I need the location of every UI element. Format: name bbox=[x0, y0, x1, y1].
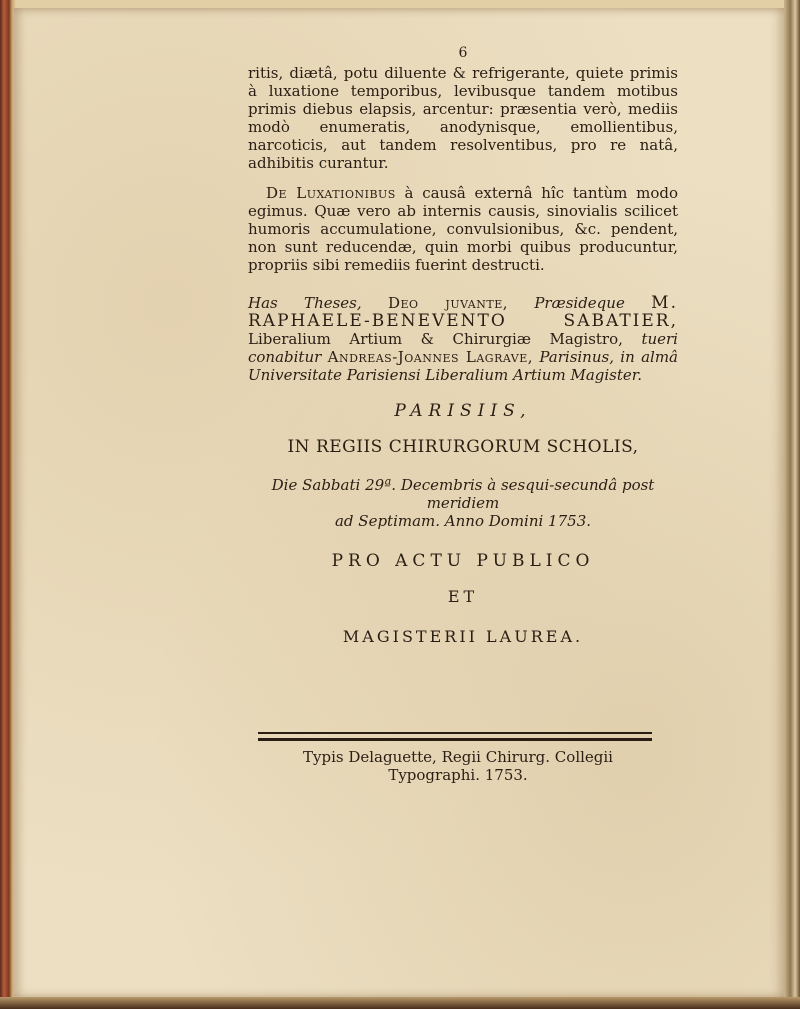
treatment-paragraph bbox=[248, 64, 678, 274]
page-edge-bottom bbox=[0, 997, 800, 1009]
imprint-line-1: Typis Delaguette, Regii Chirurg. Collegii bbox=[303, 748, 613, 766]
thesis-deo: Deo juvante, bbox=[388, 294, 508, 312]
title-et: ET bbox=[447, 587, 479, 606]
title-magisterii-laurea: MAGISTERII LAUREA. bbox=[342, 627, 584, 646]
thesis-rest: Parisinus, in almâ Universitate Parisiensi Liberalium Artium Magister. bbox=[248, 348, 678, 384]
paragraph-2-lead: De Luxationibus bbox=[266, 184, 396, 202]
page-text-block bbox=[248, 44, 678, 646]
paragraph-2 bbox=[248, 184, 678, 274]
title-pro-actu-publico: PRO ACTU PUBLICO bbox=[331, 551, 595, 571]
paragraph-1: ritis, diætâ, potu diluente & refrigerante, quiete primis à luxatione temporibus, levibusque tandem motibus primis diebus elapsis, arcentur: præsentia verò, mediis modò enumeratis, anodynisque, emollientibus, narcoticis, aut tandem resolventibus, pro re natâ, adhibitis curantur. bbox=[248, 64, 678, 172]
imprint bbox=[258, 748, 658, 784]
date-line-2: ad Septimam. Anno Domini 1753. bbox=[334, 512, 592, 530]
thesis-liberalium: Liberalium Artium & Chirurgiæ Magistro, bbox=[248, 330, 623, 348]
imprint-line-2: Typographi. 1753. bbox=[388, 766, 528, 784]
place-parisiis: PARISIIS, bbox=[394, 401, 532, 421]
date-line-1: Die Sabbati 29ª. Decembris à sesqui-secundâ post meridiem bbox=[271, 476, 655, 512]
thesis-tueri: tueri conabitur bbox=[248, 330, 678, 366]
thesis-praeses-name: M. RAPHAELE-BENEVENTO SABATIER, bbox=[248, 293, 678, 331]
page-edge-right bbox=[784, 0, 800, 1009]
thesis-statement bbox=[248, 294, 678, 384]
page-number: 6 bbox=[458, 45, 468, 61]
thesis-candidate-name: Andreas-Joannes Lagrave, bbox=[327, 348, 534, 366]
place-scholis: IN REGIIS CHIRURGORUM SCHOLIS, bbox=[287, 437, 639, 457]
thesis-has: Has Theses, bbox=[248, 294, 362, 312]
thesis-praeside: Præsideque bbox=[534, 294, 625, 312]
printer-rule bbox=[258, 732, 652, 741]
paragraph-2-rest: à causâ externâ hîc tantùm modo egimus. Quæ vero ab internis causis, sinovialis scilicet humoris accumulatione, convulsionibus, &c. pendent, non sunt reducendæ, quin morbi quibus producuntur, propriis sibi remediis fuerint destructi. bbox=[248, 184, 678, 274]
